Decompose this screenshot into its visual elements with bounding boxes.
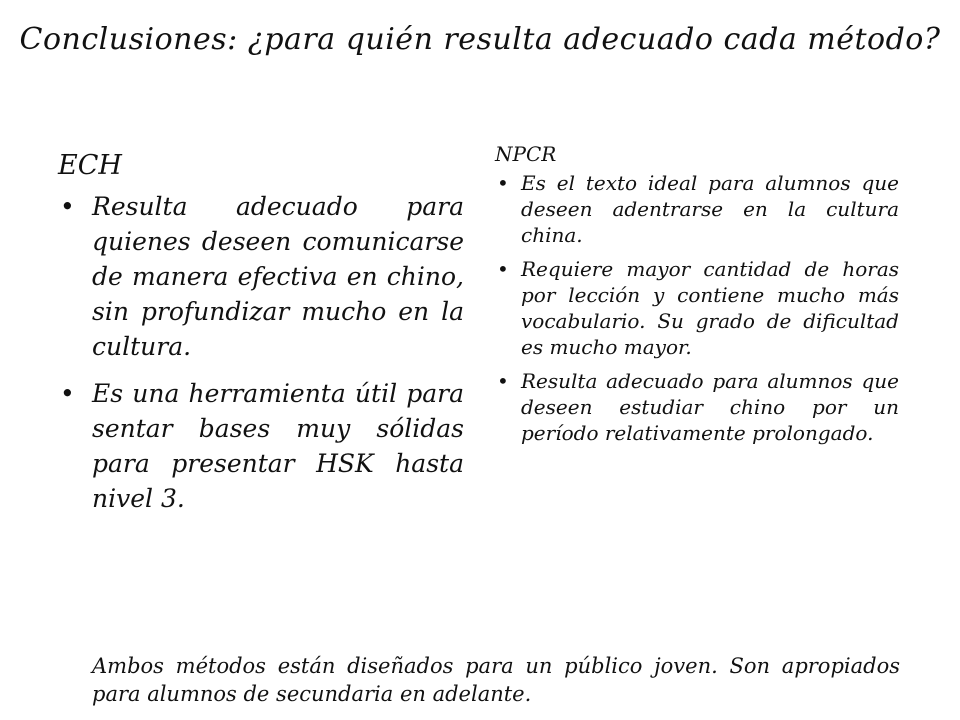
npcr-bullet-1: • Es el texto ideal para alumnos que deseen adentrarse en la cultura china. bbox=[495, 170, 899, 248]
npcr-bullet-2: • Requiere mayor cantidad de horas por lección y contiene mucho más vocabulario. Su grado de dificultad es mucho mayor. bbox=[495, 256, 899, 360]
column-heading-npcr: NPCR bbox=[495, 142, 557, 166]
column-heading-ech: ECH bbox=[58, 150, 122, 181]
footer-note: Ambos métodos están diseñados para un público joven. Son apropiados para alumnos de secundaria en adelante. bbox=[92, 654, 900, 706]
ech-bullet-2: • Es una herramienta útil para sentar bases muy sólidas para presentar HSK hasta nivel 3. bbox=[58, 376, 464, 516]
right-column-npcr bbox=[495, 142, 899, 454]
slide-title: Conclusiones: ¿para quién resulta adecuado cada método? bbox=[19, 22, 941, 57]
npcr-bullet-3: • Resulta adecuado para alumnos que deseen estudiar chino por un período relativamente prolongado. bbox=[495, 368, 899, 446]
npcr-bullet-list bbox=[495, 170, 899, 446]
left-column-ech bbox=[58, 150, 464, 528]
ech-bullet-list bbox=[58, 189, 464, 516]
ech-bullet-1: • Resulta adecuado para quienes deseen comunicarse de manera efectiva en chino, sin profundizar mucho en la cultura. bbox=[58, 189, 464, 364]
